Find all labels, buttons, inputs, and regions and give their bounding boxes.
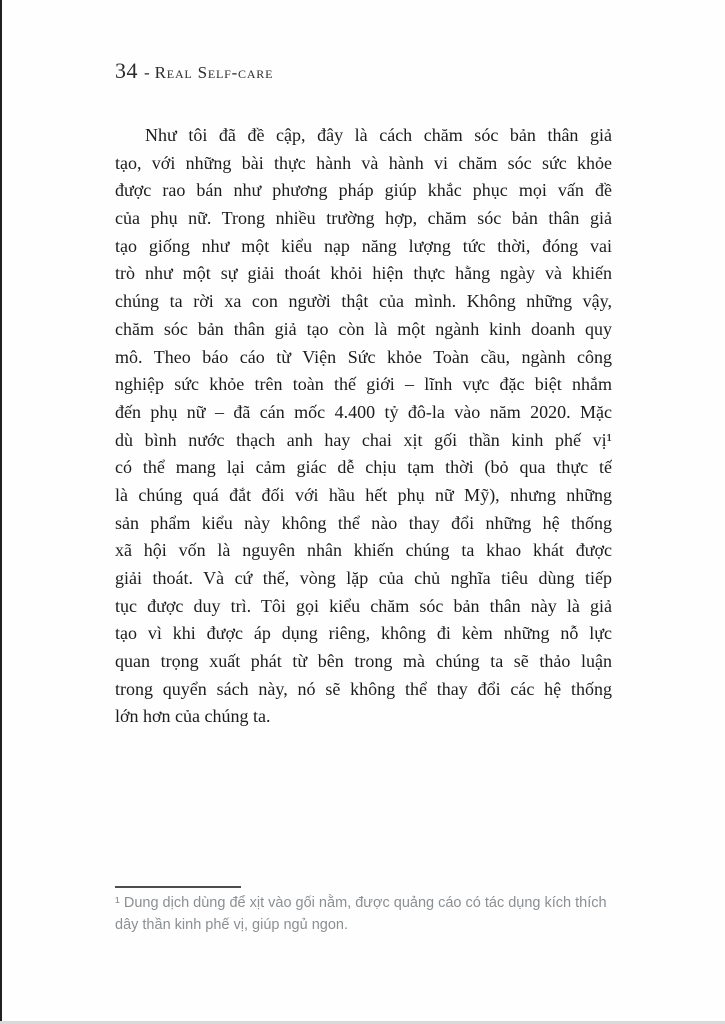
body-line: của phụ nữ. Trong nhiều trường hợp, chăm sóc bản thân giả	[115, 208, 612, 229]
body-line: tạo vì khi được áp dụng riêng, không đi kèm những nỗ lực	[115, 623, 612, 644]
body-line: có thể mang lại cảm giác dễ chịu tạm thời (bỏ qua thực tế	[115, 457, 612, 478]
body-line: xã hội vốn là nguyên nhân khiến chúng ta khao khát được	[115, 540, 612, 561]
book-title: Real Self-care	[154, 63, 274, 82]
body-line: mô. Theo báo cáo từ Viện Sức khỏe Toàn cầu, ngành công	[115, 346, 612, 367]
body-line: trong quyển sách này, nó sẽ không thể thay đổi các hệ thống	[115, 678, 612, 699]
body-line: tục được duy trì. Tôi gọi kiểu chăm sóc bản thân này là giả	[115, 595, 612, 616]
header-separator: -	[144, 63, 150, 82]
body-line: nghiệp sức khỏe trên toàn thế giới – lĩnh vực đặc biệt nhắm	[115, 374, 612, 395]
page-header	[115, 58, 273, 84]
footnote-rule	[115, 886, 241, 888]
page-left-edge	[0, 0, 2, 1024]
body-line: đến phụ nữ – đã cán mốc 4.400 tỷ đô-la vào năm 2020. Mặc	[115, 401, 612, 422]
body-paragraph	[115, 122, 612, 731]
page-number: 34	[115, 58, 138, 83]
body-line: lớn hơn của chúng ta.	[115, 706, 271, 727]
body-line: Như tôi đã đề cập, đây là cách chăm sóc bản thân giả	[145, 125, 612, 145]
body-line: tạo, với những bài thực hành và hành vi chăm sóc sức khỏe	[115, 152, 612, 173]
body-line: tạo giống như một kiểu nạp năng lượng tức thời, đóng vai	[115, 235, 612, 256]
body-line: sản phẩm kiểu này không thể nào thay đổi những hệ thống	[115, 512, 612, 533]
footnote	[115, 893, 625, 936]
body-line: trò như một sự giải thoát khỏi hiện thực hằng ngày và khiến	[115, 263, 612, 284]
body-line: quan trọng xuất phát từ bên trong mà chúng ta sẽ thảo luận	[115, 651, 612, 672]
body-line: chăm sóc bản thân giả tạo còn là một ngành kinh doanh quy	[115, 318, 612, 339]
body-line: chúng ta rời xa con người thật của mình. Không những vậy,	[115, 291, 612, 312]
body-line: được rao bán như phương pháp giúp khắc phục mọi vấn đề	[115, 180, 612, 201]
body-line: là chúng quá đắt đối với hầu hết phụ nữ Mỹ), nhưng những	[115, 484, 612, 505]
body-line: dù bình nước thạch anh hay chai xịt gối thần kinh phế vị¹	[115, 429, 612, 450]
footnote-line: dây thần kinh phế vị, giúp ngủ ngon.	[115, 916, 348, 933]
body-line: giải thoát. Và cứ thế, vòng lặp của chủ nghĩa tiêu dùng tiếp	[115, 568, 612, 588]
footnote-line: ¹ Dung dịch dùng để xịt vào gối nằm, được quảng cáo có tác dụng kích thích	[115, 895, 607, 911]
